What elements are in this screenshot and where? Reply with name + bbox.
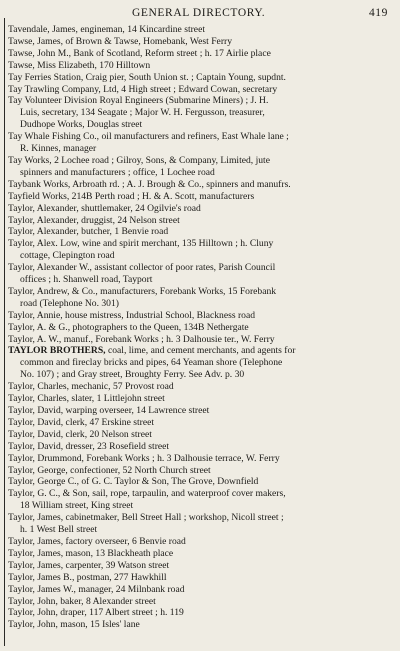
directory-entry [8,310,392,322]
directory-entry [8,512,392,536]
entry-line: Taylor, Alexander, druggist, 24 Nelson street [8,214,180,226]
entry-line: h. 1 West Bell street [20,524,98,536]
entry-line: Taylor, A. W., manuf., Forebank Works ; h. 3 Dalhousie ter., W. Ferry [8,333,275,345]
directory-entry [8,345,392,381]
entry-line: Taylor, James, carpenter, 39 Watson street [8,559,170,571]
directory-entry [8,476,392,488]
entry-line: Taylor, Charles, slater, 1 Littlejohn street [8,393,165,405]
entry-line: No. 107) ; and Gray street, Broughty Ferry. See Adv. p. 30 [20,369,245,381]
directory-entry [8,191,392,203]
directory-entry [8,548,392,560]
entry-line: Taylor, David, clerk, 47 Erskine street [8,416,154,428]
directory-entry [8,619,392,631]
entry-line: Tawse, John M., Bank of Scotland, Reform street ; h. 17 Airlie place [8,47,271,59]
entry-line: Taylor, George C., of G. C. Taylor & Son, The Grove, Downfield [8,476,259,488]
directory-entry [8,322,392,334]
directory-entry [8,131,392,155]
entry-line: Taylor, David, warping overseer, 14 Lawrence street [8,405,210,416]
directory-entry [8,84,392,96]
entry-line: Taylor, James, mason, 13 Blackheath place [8,547,174,559]
page-header [0,7,400,21]
directory-entry [8,560,392,572]
entry-line: 18 William street, King street [20,500,134,512]
entry-line: Taylor, George, confectioner, 52 North Church street [8,464,211,476]
entry-line: Tavendale, James, engineman, 14 Kincardine street [8,24,205,35]
entry-line: Taylor, James, factory overseer, 6 Benvie road [8,535,186,547]
entry-line: Tayfield Works, 214B Perth road ; H. & A. Scott, manufacturers [8,190,255,202]
entry-line: Taylor, John, mason, 15 Isles' lane [8,619,140,631]
directory-entry [8,24,392,36]
entry-line: Dudhope Works, Douglas street [20,119,143,131]
entry-line: Taylor, James W., manager, 24 Milnbank road [8,583,185,595]
directory-entry [8,441,392,453]
page-number: 419 [368,7,388,19]
directory-entry [8,488,392,512]
entry-line: Taybank Works, Arbroath rd. ; A. J. Brough & Co., spinners and manufrs. [8,178,291,190]
entry-line: Taylor, Drummond, Forebank Works ; h. 3 Dalhousie terrace, W. Ferry [8,452,280,464]
directory-entry [8,417,392,429]
entry-text: coal, lime, and cement merchants, and agents for [105,345,296,357]
entry-line: Tay Works, 2 Lochee road ; Gilroy, Sons, & Company, Limited, jute [8,154,270,166]
directory-entry [8,596,392,608]
directory-entry [8,607,392,619]
directory-entry [8,262,392,286]
entry-line: Taylor, James B., postman, 277 Hawkhill [8,571,167,583]
directory-entry [8,381,392,393]
directory-entry [8,95,392,131]
entry-line: road (Telephone No. 301) [20,297,119,309]
entry-line: Taylor, G. C., & Son, sail, rope, tarpaulin, and waterproof cover makers, [8,488,286,500]
entry-line: Tay Trawling Company, Ltd, 4 High street ; Edward Cowan, secretary [8,83,278,95]
entry-line: Tay Volunteer Division Royal Engineers (Submarine Miners) ; J. H. [8,95,269,107]
directory-entry [8,60,392,72]
entry-line: Taylor, John, draper, 117 Albert street ; h. 119 [8,607,184,619]
entry-line: Tawse, Miss Elizabeth, 170 Hilltown [8,59,151,71]
entry-line: Taylor, Alex. Low, wine and spirit merchant, 135 Hilltown ; h. Cluny [8,238,274,250]
entry-line: offices ; h. Shanwell road, Tayport [20,274,153,286]
directory-entries [8,24,392,631]
entry-line: Taylor, James, cabinetmaker, Bell Street Hall ; workshop, Nicoll street ; [8,512,284,524]
directory-entry [8,155,392,179]
entry-line: Tay Ferries Station, Craig pier, South Union st. ; Captain Young, supdnt. [8,71,286,83]
entry-line: common and fireclay bricks and pipes, 64 Yeaman shore (Telephone [20,357,283,369]
directory-entry [8,536,392,548]
entry-line: Taylor, Alexander, shuttlemaker, 24 Ogilvie's road [8,202,201,214]
entry-line: Taylor, A. & G., photographers to the Queen, 134B Nethergate [8,321,249,333]
directory-entry [8,72,392,84]
entry-line [8,345,392,357]
directory-entry [8,36,392,48]
entry-line: Luis, secretary, 134 Seagate ; Major W. H. Fergusson, treasurer, [20,107,265,119]
directory-entry [8,572,392,584]
directory-entry [8,215,392,227]
directory-entry [8,405,392,417]
entry-line: Tay Whale Fishing Co., oil manufacturers and refiners, East Whale lane ; [8,131,289,143]
directory-entry [8,465,392,477]
directory-entry [8,286,392,310]
entry-bold-name: TAYLOR BROTHERS, [8,345,106,357]
entry-line: cottage, Clepington road [20,250,115,262]
margin-rule [4,18,5,646]
directory-entry [8,334,392,346]
directory-entry [8,203,392,215]
directory-entry [8,48,392,60]
directory-entry [8,453,392,465]
entry-line: Taylor, Charles, mechanic, 57 Provost road [8,381,174,393]
entry-line: Tawse, James, of Brown & Tawse, Homebank, West Ferry [8,35,233,47]
entry-line: R. Kinnes, manager [20,143,97,155]
directory-entry [8,226,392,238]
page-title: GENERAL DIRECTORY. [132,7,266,19]
directory-entry [8,238,392,262]
entry-line: Taylor, David, dresser, 23 Rosefield street [8,440,170,452]
entry-line: spinners and manufacturers ; office, 1 Lochee road [20,166,215,178]
directory-entry [8,584,392,596]
entry-line: Taylor, John, baker, 8 Alexander street [8,595,156,607]
directory-entry [8,179,392,191]
entry-line: Taylor, Andrew, & Co., manufacturers, Forebank Works, 15 Forebank [8,285,277,297]
entry-line: Taylor, Alexander W., assistant collector of poor rates, Parish Council [8,262,276,274]
entry-line: Taylor, Annie, house mistress, Industrial School, Blackness road [8,309,256,321]
entry-line: Taylor, Alexander, butcher, 1 Benvie road [8,226,169,238]
directory-entry [8,393,392,405]
directory-entry [8,429,392,441]
entry-line: Taylor, David, clerk, 20 Nelson street [8,428,152,440]
